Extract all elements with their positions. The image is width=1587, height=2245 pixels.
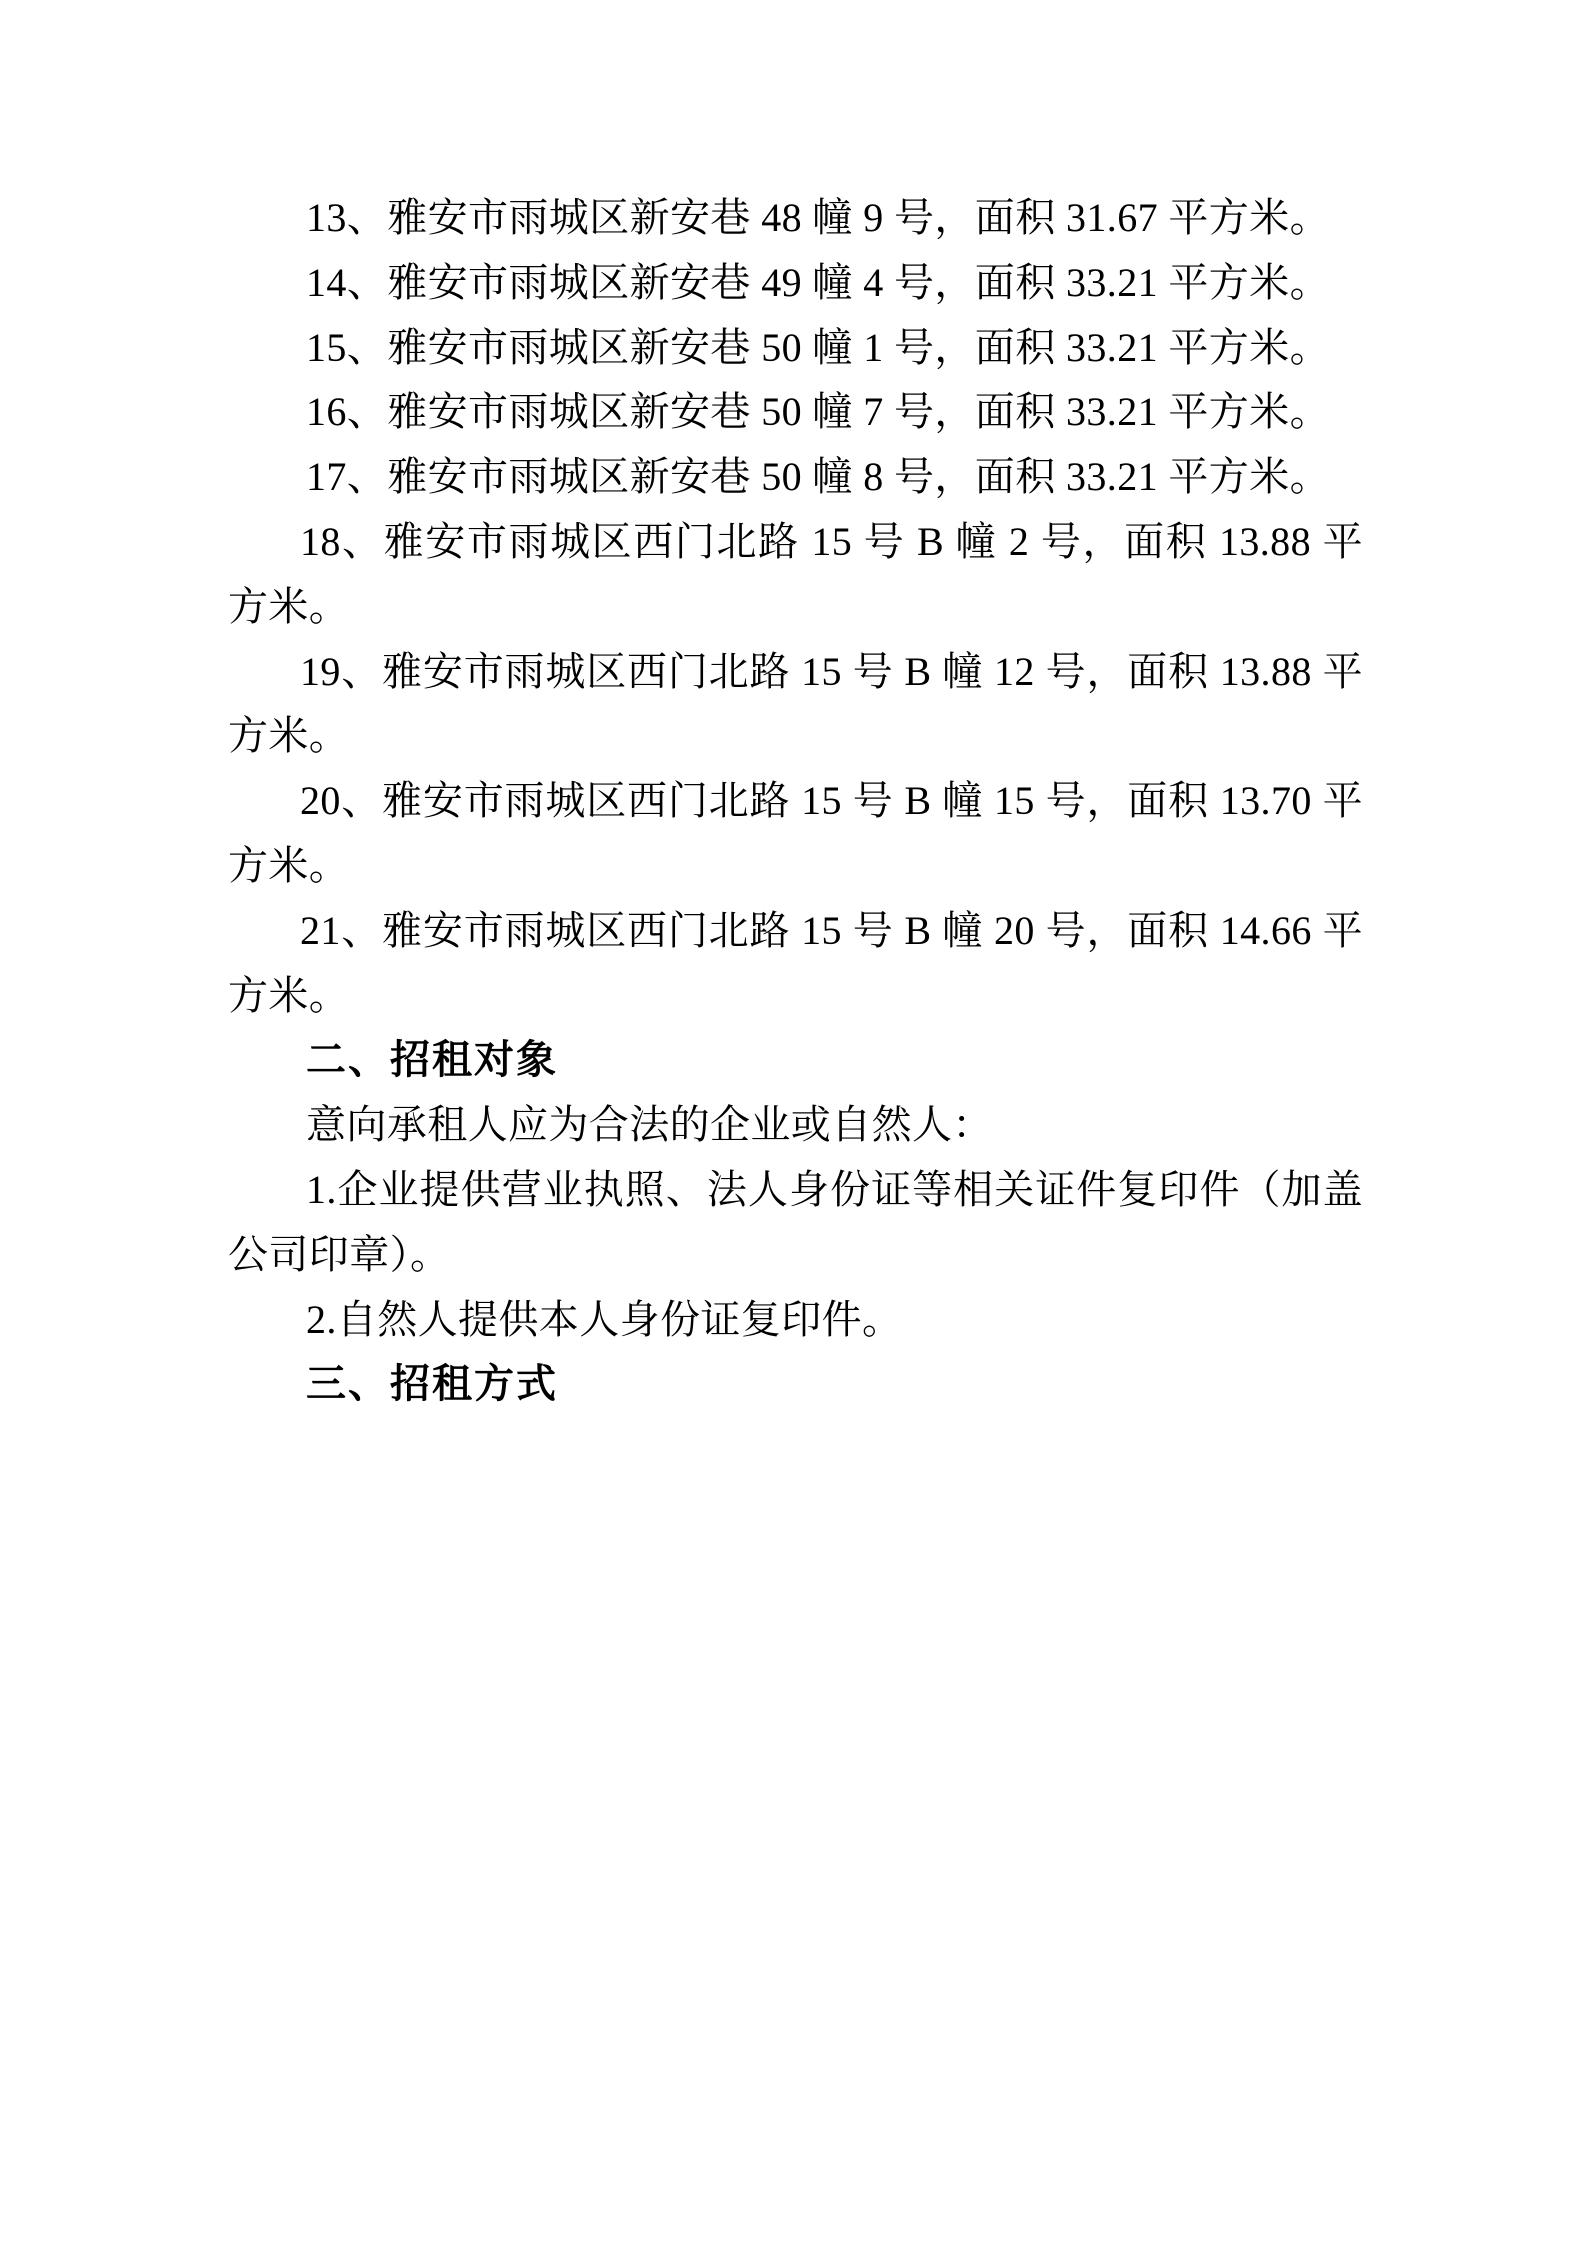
list-item-18: 18、雅安市雨城区西门北路 15 号 B 幢 2 号，面积 13.88 平方米。 [228, 518, 1363, 629]
list-item-19: 19、雅安市雨城区西门北路 15 号 B 幢 12 号，面积 13.88 平方米。 [228, 648, 1363, 759]
list-item-15: 15、雅安市雨城区新安巷 50 幢 1 号，面积 33.21 平方米。 [306, 324, 1330, 370]
tenant-requirement-2: 2.自然人提供本人身份证复印件。 [306, 1296, 903, 1342]
section-heading-three: 三、招租方式 [306, 1362, 558, 1407]
section-heading-two: 二、招租对象 [306, 1038, 558, 1083]
list-item-20: 20、雅安市雨城区西门北路 15 号 B 幢 15 号，面积 13.70 平方米。 [228, 778, 1363, 888]
list-item-13: 13、雅安市雨城区新安巷 48 幢 9 号，面积 31.67 平方米。 [306, 195, 1330, 240]
document-body [228, 186, 1363, 1417]
tenant-requirement-intro: 意向承租人应为合法的企业或自然人： [306, 1102, 993, 1148]
list-item-16: 16、雅安市雨城区新安巷 50 幢 7 号，面积 33.21 平方米。 [306, 389, 1330, 435]
list-item-14: 14、雅安市雨城区新安巷 49 幢 4 号，面积 33.21 平方米。 [306, 259, 1330, 305]
tenant-requirement-1: 1.企业提供营业执照、法人身份证等相关证件复印件（加盖公司印章）。 [228, 1166, 1363, 1277]
list-item-21: 21、雅安市雨城区西门北路 15 号 B 幢 20 号，面积 14.66 平方米。 [228, 907, 1363, 1018]
list-item-17: 17、雅安市雨城区新安巷 50 幢 8 号，面积 33.21 平方米。 [306, 454, 1330, 500]
